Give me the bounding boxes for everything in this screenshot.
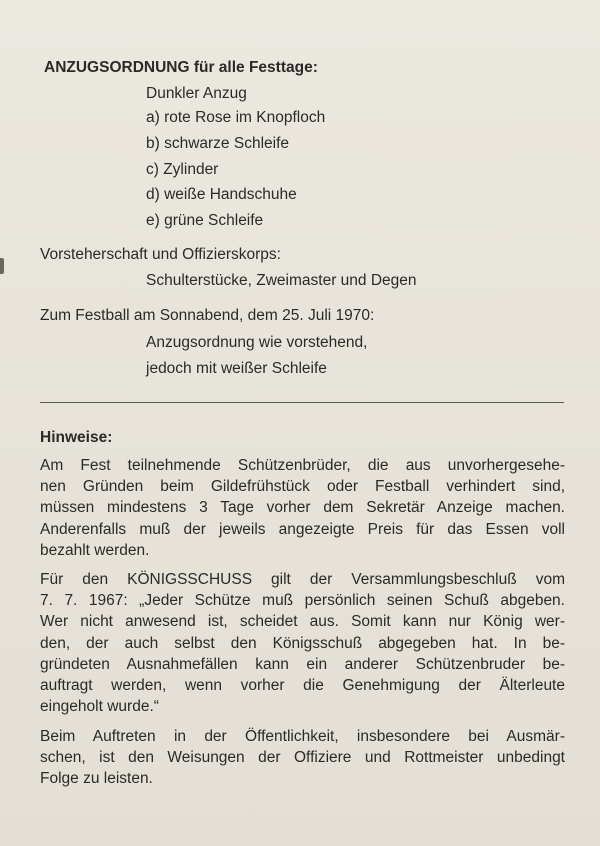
dress-code-main-item: Dunkler Anzug [146,85,247,102]
horizontal-divider [40,402,564,403]
festball-line-2: jedoch mit weißer Schleife [146,360,327,377]
notes-p3-line: schen, ist den Weisungen der Offiziere und Rottmeister unbedingt [40,749,565,767]
binding-mark [0,258,4,274]
dress-code-item-c: c) Zylinder [146,161,219,178]
notes-p2-line: 7. 7. 1967: „Jeder Schütze muß persönlich seinen Schuß abgeben. [40,592,565,610]
notes-p2-line: auftragt werden, wenn vorher die Genehmigung der Älterleute [40,677,565,695]
notes-p2-line: Wer nicht anwesend ist, scheidet aus. Somit kann nur König wer- [40,613,565,631]
notes-p1-line: müssen mindestens 3 Tage vorher dem Sekretär Anzeige machen. [40,499,565,517]
notes-p3-line: Beim Auftreten in der Öffentlichkeit, insbesondere bei Ausmär- [40,728,565,745]
notes-heading: Hinweise: [40,429,113,446]
dress-code-item-d: d) weiße Handschuhe [146,186,297,203]
notes-p1-line: bezahlt werden. [40,541,150,559]
festball-line-1: Anzugsordnung wie vorstehend, [146,334,368,351]
notes-paragraph-3 [40,726,565,790]
festball-label: Zum Festball am Sonnabend, dem 25. Juli 1970: [40,307,375,324]
officers-value: Schulterstücke, Zweimaster und Degen [146,272,417,289]
notes-p1-line: nen Gründen beim Gildefrühstück oder Festball verhindert sind, [40,478,565,496]
dress-code-item-b: b) schwarze Schleife [146,135,290,152]
dress-code-heading: ANZUGSORDNUNG für alle Festtage: [44,59,318,76]
dress-code-item-a: a) rote Rose im Knopfloch [146,109,326,126]
notes-paragraph-2 [40,569,565,717]
notes-p3-line: Folge zu leisten. [40,770,153,788]
dress-code-item-e: e) grüne Schleife [146,212,264,229]
notes-p2-line: den, der auch selbst den Königsschuß abgegeben hat. In be- [40,634,565,652]
notes-p2-line: Für den KÖNIGSSCHUSS gilt der Versammlungsbeschluß vom [40,571,565,588]
notes-paragraph-1 [40,455,565,561]
notes-p1-line: Am Fest teilnehmende Schützenbrüder, die aus unvorhergesehe- [40,457,565,474]
officers-label: Vorsteherschaft und Offizierskorps: [40,246,281,263]
notes-p2-line: eingeholt wurde.“ [40,698,159,716]
notes-p1-line: Anderenfalls muß der jeweils angezeigte Preis für das Essen voll [40,520,565,538]
notes-p2-line: gründeten Ausnahmefällen kann ein anderer Schützenbruder be- [40,655,565,673]
